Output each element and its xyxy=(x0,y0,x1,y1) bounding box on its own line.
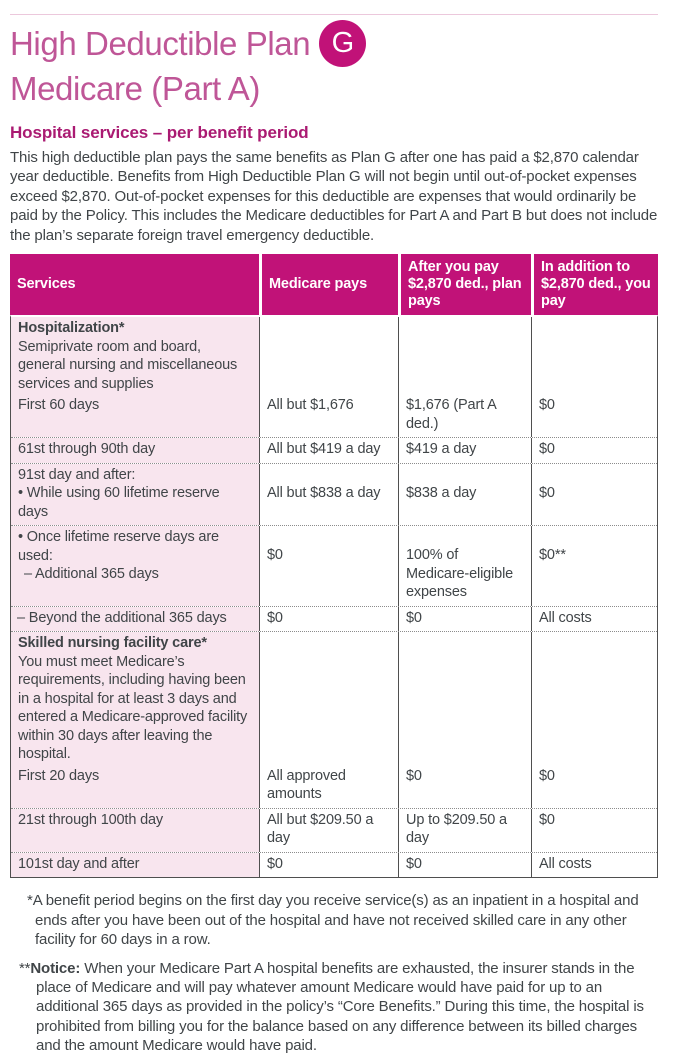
footnote-marker: * xyxy=(27,892,33,910)
medicare-pays-value: All approved amounts xyxy=(259,765,398,808)
table-row-first-20-days xyxy=(11,765,657,808)
medicare-pays-value: All but $209.50 a day xyxy=(259,809,398,852)
service-label: First 20 days xyxy=(11,765,259,808)
service-label: 21st through 100th day xyxy=(11,809,259,852)
intro-paragraph: This high deductible plan pays the same benefits as Plan G after one has paid a $2,870 calendar year deductible. Benefits from High Deductible Plan G will not begin until out-of-pocket expenses exceed $2,870. Out-of-pocket expenses for this deductible are expenses that would ordinarily be paid by the Policy. This includes the Medicare deductibles for Part A and Part B but does not include the plan’s separate foreign travel emergency deductible. xyxy=(10,148,658,244)
plan-pays-value: $0 xyxy=(398,607,531,632)
service-label: First 60 days xyxy=(11,394,259,437)
you-pay-value: $0 xyxy=(531,765,658,808)
footnote-notice xyxy=(10,959,660,1056)
you-pay-value: $0** xyxy=(531,526,658,606)
section-desc-skilled-nursing: You must meet Medicare’s requirements, including having been in a hospital for at least 3 days and entered a Medicare-approved facility within 30 days after leaving the hospital. xyxy=(18,653,248,763)
footnote-notice-label: Notice: xyxy=(30,959,81,977)
table-row-21st-100th-day xyxy=(11,808,657,852)
plan-pays-value: $0 xyxy=(398,853,531,878)
plan-pays-value: $1,676 (Part A ded.) xyxy=(398,394,531,437)
table-row-first-60-days xyxy=(11,394,657,437)
table-row-skilled-nursing-section xyxy=(11,631,657,765)
plan-pays-value: $419 a day xyxy=(398,438,531,463)
col-header-services: Services xyxy=(10,254,259,315)
col-header-medicare-pays: Medicare pays xyxy=(259,254,398,315)
you-pay-value: $0 xyxy=(531,438,658,463)
section-title-skilled-nursing: Skilled nursing facility care* xyxy=(18,635,207,652)
table-row-additional-365-days xyxy=(11,525,657,606)
table-row-91st-day-after xyxy=(11,463,657,526)
page-title-line1: High Deductible Plan xyxy=(10,25,311,62)
you-pay-value: All costs xyxy=(531,853,658,878)
medicare-pays-value: $0 xyxy=(259,853,398,878)
col-header-plan-pays: After you pay $2,870 ded., plan pays xyxy=(398,254,531,315)
page-title xyxy=(10,22,658,110)
table-body xyxy=(10,315,658,878)
title-block xyxy=(10,22,658,110)
table-row-61st-90th-day xyxy=(11,437,657,463)
medicare-pays-value: $0 xyxy=(259,607,398,632)
benefits-table xyxy=(10,254,658,878)
footnote-marker: ** xyxy=(19,959,31,977)
you-pay-value: $0 xyxy=(531,464,658,526)
plan-letter-badge xyxy=(319,20,366,67)
footnote-text: When your Medicare Part A hospital benefits are exhausted, the insurer stands in the place of Medicare and will pay whatever amount Medicare would have paid for up to an additional 365 days as provided in the policy’s “Core Benefits.” During this time, the hospital is prohibited from billing you for the balance based on any difference between its billed charges and the amount Medicare would have paid. xyxy=(36,959,644,1055)
top-divider xyxy=(10,14,658,15)
plan-letter: G xyxy=(331,26,354,59)
plan-pays-value: 100% of Medicare-eligible expenses xyxy=(398,526,531,606)
you-pay-value: $0 xyxy=(531,809,658,852)
page-title-line2: Medicare (Part A) xyxy=(10,69,260,107)
service-label: – Beyond the additional 365 days xyxy=(11,607,259,632)
table-row-101st-day-after xyxy=(11,852,657,878)
col-header-you-pay: In addition to $2,870 ded., you pay xyxy=(531,254,658,315)
medicare-pays-value: All but $419 a day xyxy=(259,438,398,463)
plan-pays-value: Up to $209.50 a day xyxy=(398,809,531,852)
medicare-pays-value: $0 xyxy=(259,526,398,606)
table-row-hospitalization-section xyxy=(11,317,657,394)
plan-pays-value: $0 xyxy=(398,765,531,808)
service-label: • While using 60 lifetime reserve days xyxy=(18,485,220,520)
service-lead: 91st day and after: xyxy=(18,466,136,483)
service-lead: • Once lifetime reserve days are used: xyxy=(18,529,219,564)
medicare-pays-value: All but $1,676 xyxy=(259,394,398,437)
medicare-pays-value: All but $838 a day xyxy=(259,464,398,526)
section-subtitle: Hospital services – per benefit period xyxy=(10,122,309,142)
table-row-beyond-additional-365-days xyxy=(11,606,657,632)
you-pay-value: $0 xyxy=(531,394,658,437)
footnotes xyxy=(10,891,658,1055)
table-header-row xyxy=(10,254,658,315)
footnote-benefit-period xyxy=(9,891,658,949)
section-title-hospitalization: Hospitalization* xyxy=(18,320,125,337)
service-label: 101st day and after xyxy=(11,853,259,878)
service-label: 61st through 90th day xyxy=(11,438,259,463)
service-label: – Additional 365 days xyxy=(24,566,159,583)
section-desc-hospitalization: Semiprivate room and board, general nursing and miscellaneous services and supplies xyxy=(18,338,238,392)
footnote-text: A benefit period begins on the first day you receive service(s) as an inpatient in a hospital and ends after you have been out of the hospital and have not received skilled care in any other facility for 60 days in a row. xyxy=(32,892,639,949)
you-pay-value: All costs xyxy=(531,607,658,632)
plan-pays-value: $838 a day xyxy=(398,464,531,526)
